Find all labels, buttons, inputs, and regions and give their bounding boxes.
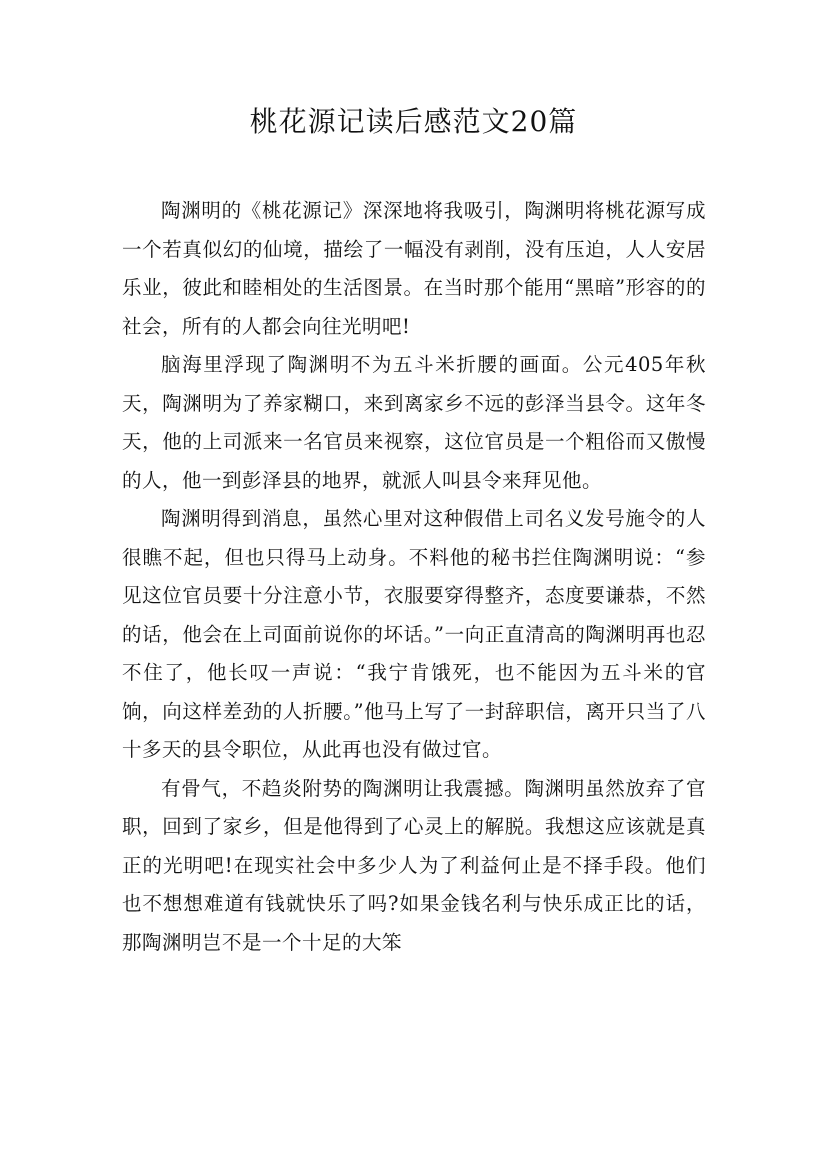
document-body xyxy=(122,192,706,962)
paragraph-4: 有骨气，不趋炎附势的陶渊明让我震撼。陶渊明虽然放弃了官职，回到了家乡，但是他得到了心灵上的解脱。我想这应该就是真正的光明吧!在现实社会中多少人为了利益何止是不择手段。他们也不想想难道有钱就快乐了吗?如果金钱名利与快乐成正比的话，那陶渊明岂不是一个十足的大笨 xyxy=(122,776,706,954)
paragraph-2: 脑海里浮现了陶渊明不为五斗米折腰的画面。公元405年秋天，陶渊明为了养家糊口，来到离家乡不远的彭泽当县令。这年冬天，他的上司派来一名官员来视察，这位官员是一个粗俗而又傲慢的人，他一到彭泽县的地界，就派人叫县令来拜见他。 xyxy=(122,353,706,492)
paragraph-1: 陶渊明的《桃花源记》深深地将我吸引，陶渊明将桃花源写成一个若真似幻的仙境，描绘了一幅没有剥削，没有压迫，人人安居乐业，彼此和睦相处的生活图景。在当时那个能用“黑暗”形容的的社会，所有的人都会向往光明吧! xyxy=(122,199,706,338)
document-title: 桃花源记读后感范文20篇 xyxy=(249,105,578,138)
paragraph-3: 陶渊明得到消息，虽然心里对这种假借上司名义发号施令的人很瞧不起，但也只得马上动身。不料他的秘书拦住陶渊明说：“参见这位官员要十分注意小节，衣服要穿得整齐，态度要谦恭，不然的话，他会在上司面前说你的坏话。”一向正直清高的陶渊明再也忍不住了，他长叹一声说：“我宁肯饿死，也不能因为五斗米的官饷，向这样差劲的人折腰。”他马上写了一封辞职信，离开只当了八十多天的县令职位，从此再也没有做过官。 xyxy=(122,507,706,761)
